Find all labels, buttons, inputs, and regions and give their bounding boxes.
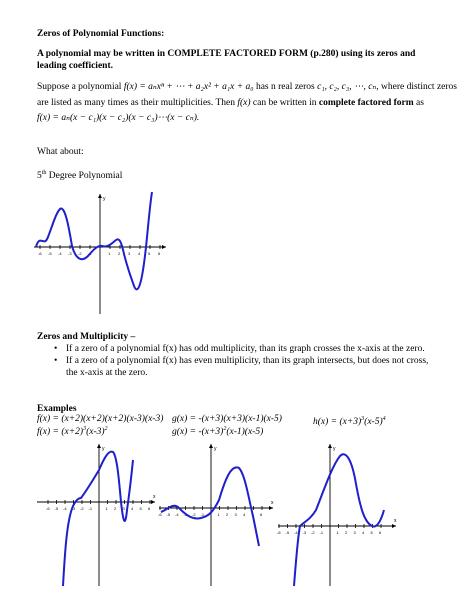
- factored-formula: f(x) = aₙ(x − c₁)(x − c₂)(x − c₃)⋯(x − cₙ).: [37, 113, 200, 123]
- example-g2: [172, 423, 263, 438]
- fifth-degree-sup: th: [41, 170, 47, 176]
- line2-pre: are listed as many times as their multiplicities. Then: [37, 98, 235, 108]
- x-tick-label: 2: [114, 506, 117, 511]
- x-axis-label: x: [153, 494, 156, 500]
- x-tick-label: 5: [139, 506, 142, 511]
- zeros-multiplicity-heading: Zeros and Multiplicity –: [37, 332, 136, 342]
- x-tick-label: -5: [54, 506, 59, 511]
- x-tick-label: 6: [260, 512, 263, 517]
- rule-odd: • If a zero of a polynomial f(x) has odd multiplicity, than its graph crosses the x-axis at the zero.: [50, 343, 440, 355]
- x-tick-label: 2: [345, 530, 348, 535]
- fifth-degree-text: Degree Polynomial: [46, 171, 123, 182]
- f2-mid: (x-3): [86, 427, 105, 438]
- x-tick-label: 2: [226, 512, 229, 517]
- x-tick-label: -1: [200, 512, 205, 517]
- x-tick-label: 4: [243, 512, 246, 517]
- x-tick-label: 6: [148, 506, 151, 511]
- suppose-pre: Suppose a polynomial: [37, 82, 122, 92]
- polynomial-curve: [161, 467, 259, 546]
- what-about: What about:: [37, 147, 84, 157]
- x-tick-label: -1: [88, 506, 93, 511]
- x-tick-label: 5: [251, 512, 254, 517]
- y-axis-arrow: [98, 194, 102, 198]
- g2-base: g(x) = -(x+3): [172, 427, 224, 438]
- x-axis-arrow: [151, 500, 155, 504]
- x-tick-label: 4: [138, 251, 141, 256]
- polynomial-curve: [36, 192, 152, 289]
- f2-base: f(x) = (x+2): [37, 427, 84, 438]
- x-tick-label: -6: [158, 512, 162, 517]
- line2-fx: f(x): [237, 98, 251, 108]
- x-tick-label: -3: [183, 512, 188, 517]
- y-axis-label: y: [214, 446, 217, 452]
- zeros-list: c₁, c₂, c₃, ⋯, cₙ: [317, 82, 377, 92]
- rule-even: • If a zero of a polynomial f(x) has even multiplicity, than its graph intersects, but does not cross, the x-axis at the zero.: [50, 355, 440, 379]
- fifth-degree-num: 5: [37, 171, 42, 182]
- multiplicity-rules: [50, 343, 440, 379]
- x-tick-label: -2: [192, 512, 196, 517]
- x-tick-label: -3: [68, 251, 72, 256]
- h1-base: h(x) = (x+3): [313, 417, 362, 428]
- x-tick-label: -6: [277, 530, 281, 535]
- x-tick-label: -2: [78, 251, 82, 256]
- example-h1: [313, 413, 386, 428]
- y-axis-arrow: [97, 444, 101, 448]
- example-f1: f(x) = (x+2)(x+2)(x+2)(x-3)(x-3): [37, 414, 164, 424]
- g2-exp1: 2: [223, 426, 227, 432]
- x-axis-arrow: [162, 245, 166, 249]
- x-tick-label: -3: [302, 530, 307, 535]
- h1-exp2: 4: [382, 416, 386, 422]
- multiplicity-line: [37, 97, 424, 109]
- x-tick-label: 3: [234, 512, 237, 517]
- x-tick-label: -4: [294, 530, 298, 535]
- examples-heading: Examples: [37, 404, 77, 414]
- x-tick-label: -6: [46, 506, 50, 511]
- x-tick-label: -5: [166, 512, 171, 517]
- x-tick-label: 5: [370, 530, 373, 535]
- x-tick-label: 5: [148, 251, 151, 256]
- f2-exp2: 2: [104, 426, 108, 432]
- suppose-mid: has n real zeros: [255, 82, 315, 92]
- x-axis-label: x: [394, 518, 397, 524]
- x-tick-label: 1: [217, 512, 220, 517]
- x-tick-label: -5: [48, 251, 52, 256]
- h1-exp1: 3: [361, 416, 365, 422]
- x-tick-label: 6: [379, 530, 382, 535]
- x-axis-arrow: [269, 506, 273, 510]
- g2-mid: (x-1)(x-5): [226, 427, 264, 438]
- x-tick-label: -4: [58, 251, 62, 256]
- x-tick-label: 1: [336, 530, 339, 535]
- x-tick-label: 3: [122, 506, 125, 511]
- h1-mid: (x-5): [364, 417, 383, 428]
- x-tick-label: 4: [131, 506, 134, 511]
- suppose-line: [37, 81, 457, 93]
- example-f-graph: [35, 440, 159, 590]
- x-tick-label: -4: [175, 512, 179, 517]
- polynomial-curve: [294, 454, 384, 586]
- example-g1: g(x) = -(x+3)(x+3)(x-1)(x-5): [172, 414, 282, 424]
- intro-paragraph: A polynomial may be written in COMPLETE FACTORED FORM (p.280) using its zeros and leading coefficient.: [37, 49, 416, 71]
- x-tick-label: 3: [128, 251, 131, 256]
- example-h-graph: [276, 440, 400, 590]
- x-tick-label: -2: [311, 530, 315, 535]
- line2-mid: can be written in: [252, 98, 317, 108]
- x-tick-label: -1: [319, 530, 324, 535]
- example-f2: [37, 423, 108, 438]
- fifth-degree-graph: [30, 188, 170, 318]
- x-tick-label: 3: [353, 530, 356, 535]
- y-axis-label: y: [102, 446, 105, 452]
- doc-title: Zeros of Polynomial Functions:: [37, 29, 165, 39]
- x-tick-label: -3: [71, 506, 76, 511]
- y-axis-arrow: [209, 444, 213, 448]
- y-axis-label: y: [333, 446, 336, 452]
- x-tick-label: 1: [105, 506, 108, 511]
- x-tick-label: -4: [63, 506, 67, 511]
- x-axis-label: x: [271, 500, 274, 506]
- x-tick-label: 2: [118, 251, 121, 256]
- y-axis-label: y: [103, 196, 106, 202]
- x-tick-label: 6: [158, 251, 161, 256]
- x-axis-arrow: [392, 524, 396, 528]
- x-tick-label: 4: [362, 530, 365, 535]
- f2-exp1: 3: [83, 426, 87, 432]
- x-tick-label: -1: [88, 251, 92, 256]
- polynomial-curve: [63, 452, 133, 586]
- polynomial-formula: f(x) = aₙxⁿ + ⋯ + a₂x² + a₁x + a₀: [123, 82, 254, 92]
- y-axis-arrow: [328, 444, 332, 448]
- fifth-degree-label: [37, 167, 122, 182]
- line2-post: as: [416, 98, 424, 108]
- x-tick-label: 1: [108, 251, 111, 256]
- x-tick-label: -5: [285, 530, 290, 535]
- x-tick-label: -6: [38, 251, 42, 256]
- line2-bold: complete factored form: [318, 98, 414, 108]
- example-g-graph: [157, 440, 277, 590]
- suppose-post: , where distinct zeros: [376, 82, 457, 92]
- x-tick-label: -2: [80, 506, 84, 511]
